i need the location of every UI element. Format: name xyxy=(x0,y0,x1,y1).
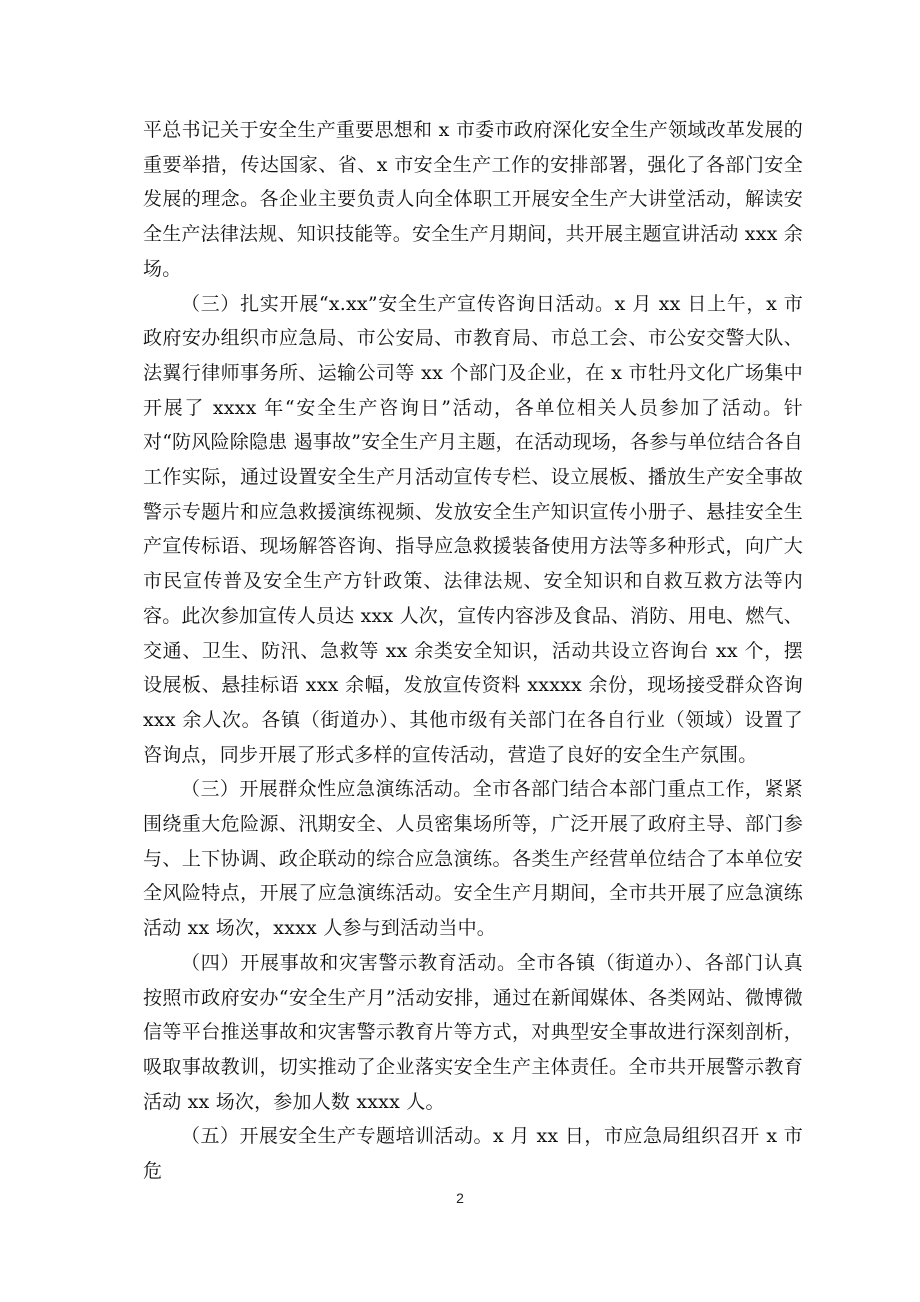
paragraph-4: （四）开展事故和灾害警示教育活动。全市各镇（街道办）、各部门认真按照市政府安办“安全生产月”活动安排，通过在新闻媒体、各类网站、微博微信等平台推送事故和灾害警示教育片等方式，对典型安全事故进行深刻剖析，吸取事故教训，切实推动了企业落实安全生产主体责任。全市共开展警示教育活动 xx 场次，参加人数 xxxx 人。 xyxy=(143,951,803,1113)
paragraph-3: （三）开展群众性应急演练活动。全市各部门结合本部门重点工作，紧紧围绕重大危险源、汛期安全、人员密集场所等，广泛开展了政府主导、部门参与、上下协调、政企联动的综合应急演练。各类生产经营单位结合了本单位安全风险特点，开展了应急演练活动。安全生产月期间，全市共开展了应急演练活动 xx 场次，xxxx 人参与到活动当中。 xyxy=(143,778,803,940)
page-number: 2 xyxy=(456,1190,464,1206)
paragraph-5: （五）开展安全生产专题培训活动。x 月 xx 日，市应急局组织召开 x 市危 xyxy=(143,1125,803,1183)
paragraph-1: 平总书记关于安全生产重要思想和 x 市委市政府深化安全生产领域改革发展的重要举措，传达国家、省、x 市安全生产工作的安排部署，强化了各部门安全发展的理念。各企业主要负责人向全体职工开展安全生产大讲堂活动，解读安全生产法律法规、知识技能等。安全生产月期间，共开展主题宣讲活动 xxx 余场。 xyxy=(143,119,803,280)
document-body xyxy=(143,113,803,1189)
paragraph-2: （三）扎实开展“x.xx”安全生产宣传咨询日活动。x 月 xx 日上午，x 市政府安办组织市应急局、市公安局、市教育局、市总工会、市公安交警大队、法翼行律师事务所、运输公司等 xx 个部门及企业，在 x 市牡丹文化广场集中开展了 xxxx 年“安全生产咨询日”活动，各单位相关人员参加了活动。针对“防风险除隐患 遏事故”安全生产月主题，在活动现场，各参与单位结合各自工作实际，通过设置安全生产月活动宣传专栏、设立展板、播放生产安全事故警示专题片和应急救援演练视频、发放安全生产知识宣传小册子、悬挂安全生产宣传标语、现场解答咨询、指导应急救援装备使用方法等多种形式，向广大市民宣传普及安全生产方针政策、法律法规、安全知识和自救互救方法等内容。此次参加宣传人员达 xxx 人次，宣传内容涉及食品、消防、用电、燃气、交通、卫生、防汛、急救等 xx 余类安全知识，活动共设立咨询台 xx 个，摆设展板、悬挂标语 xxx 余幅，发放宣传资料 xxxxx 余份，现场接受群众咨询 xxx 余人次。各镇（街道办）、其他市级有关部门在各自行业（领域）设置了咨询点，同步开展了形式多样的宣传活动，营造了良好的安全生产氛围。 xyxy=(143,292,803,766)
